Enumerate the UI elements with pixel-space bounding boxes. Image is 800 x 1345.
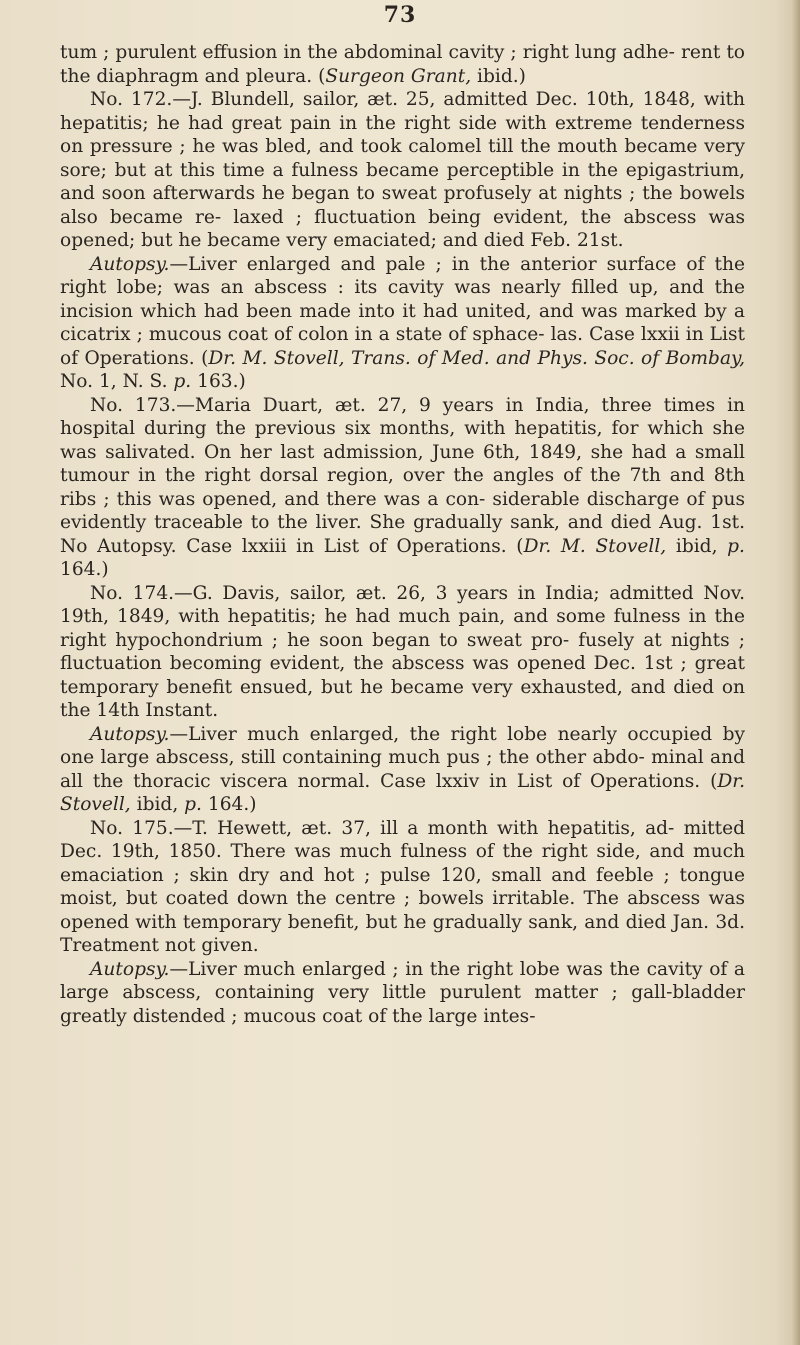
text-run: No. 174.—G. Davis, sailor, æt. 26, 3 years in India; admitted Nov. 19th, 1849, with hepatitis; he had much pain, and some fulness in the right hypochondrium ; he soon began to sweat pro- fusely at nights ; fluctuation becoming evident, the abscess was opened Dec. 1st ; great temporary benefit ensued, but he became very exhausted, and died on the 14th Instant.	[60, 582, 745, 721]
text-run: 163.)	[191, 371, 246, 392]
paragraph-case-173	[60, 394, 745, 582]
paragraph-case-172	[60, 88, 745, 253]
text-run: No. 175.—T. Hewett, æt. 37, ill a month with hepatitis, ad- mitted Dec. 19th, 1850. There was much fulness of the right side, and much emaciation ; skin dry and hot ; pulse 120, small and feeble ; tongue moist, but coated down the centre ; bowels irritable. The abscess was opened with temporary benefit, but he gradually sank, and died Jan. 3d. Treatment not given.	[60, 817, 745, 956]
italic-text: Dr. M. Stovell, Trans. of Med. and Phys. Soc. of Bombay,	[208, 347, 745, 369]
text-run: No. 173.—Maria Duart, æt. 27, 9 years in India, three times in hospital during the previous six months, with hepatitis, for which she was salivated. On her last admission, June 6th, 1849, she had a small tumour in the right dorsal region, over the angles of the 7th and 8th ribs ; this was opened, and there was a con- siderable discharge of pus evidently traceable to the liver. She gradually sank, and died Aug. 1st. No Autopsy. Case lxxiii in List of Operations. (	[60, 394, 745, 557]
text-run: ibid,	[130, 794, 185, 815]
text-run: 164.)	[201, 794, 257, 815]
text-run: —Liver much enlarged ; in the right lobe was the cavity of a large abscess, containing very little purulent matter ; gall-bladder greatly distended ; mucous coat of the large intes-	[60, 958, 745, 1027]
text-run: tum ; purulent effusion in the abdominal cavity ; right lung adhe- rent to the diaphragm and pleura. (	[60, 42, 745, 87]
italic-text: Autopsy.	[90, 958, 170, 980]
body-text	[60, 41, 745, 1028]
italic-text: Dr. M. Stovell,	[523, 535, 667, 557]
text-run: —Liver much enlarged, the right lobe nearly occupied by one large abscess, still containing much pus ; the other abdo- minal and all the thoracic viscera normal. Case lxxiv in List of Operations. (	[60, 723, 745, 792]
italic-text: Dr. Stovell,	[60, 770, 745, 815]
paragraph-autopsy-172	[60, 253, 745, 394]
italic-text: p.	[727, 535, 745, 557]
paragraph-autopsy-175	[60, 958, 745, 1029]
text-run: ibid,	[666, 535, 728, 557]
text-run: —Liver enlarged and pale ; in the anterior surface of the right lobe; was an abscess : its cavity was nearly filled up, and the incision which had been made into it had united, and was marked by a cicatrix ; mucous coat of colon in a state of sphace- las. Case lxxii in List of Operations. (	[60, 253, 745, 369]
page-number: 73	[383, 2, 417, 28]
text-run: No. 172.—J. Blundell, sailor, æt. 25, admitted Dec. 10th, 1848, with hepatitis; he had great pain in the right side with extreme tenderness on pressure ; he was bled, and took calomel till the mouth became very sore; but at this time a fulness became perceptible in the epigastrium, and soon afterwards he began to sweat profusely at nights ; the bowels also became re- laxed ; fluctuation being evident, the abscess was opened; but he became very emaciated; and died Feb. 21st.	[60, 89, 745, 251]
text-run: 164.)	[60, 559, 109, 580]
paragraph-case-175	[60, 817, 745, 958]
italic-text: p.	[173, 371, 192, 392]
paragraph-continuation	[60, 41, 745, 88]
italic-text: Autopsy.	[90, 723, 170, 745]
italic-text: Surgeon Grant,	[325, 65, 472, 87]
paragraph-autopsy-174	[60, 723, 745, 817]
text-run: No. 1, N. S.	[60, 371, 174, 392]
text-run: ibid.)	[471, 65, 526, 87]
italic-text: p.	[184, 794, 202, 815]
paragraph-case-174	[60, 582, 745, 723]
italic-text: Autopsy.	[90, 253, 170, 275]
page-edge-shadow	[792, 0, 800, 1345]
